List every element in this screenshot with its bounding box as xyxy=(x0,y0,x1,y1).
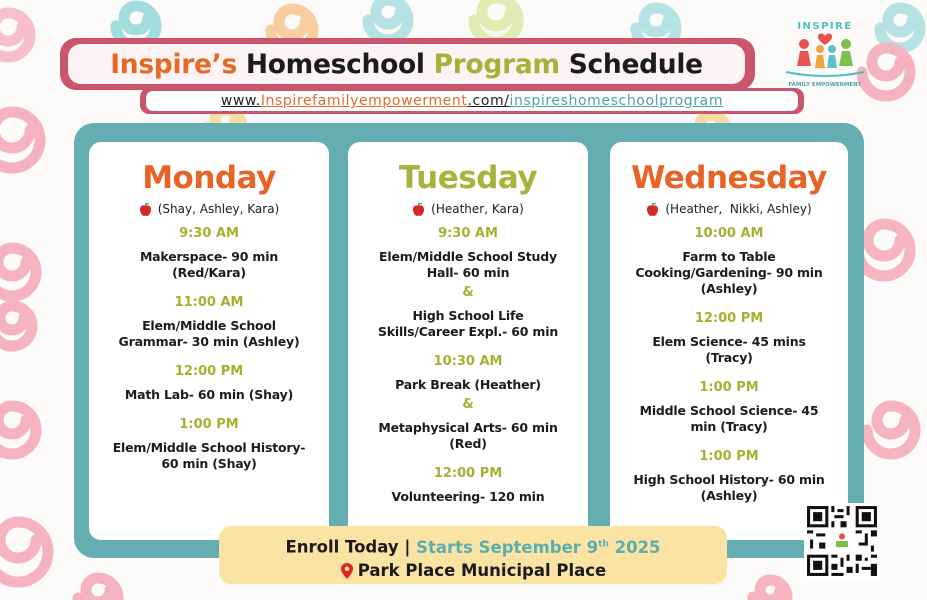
class-item: Middle School Science- 45 min (Tracy) xyxy=(639,403,819,434)
apple-icon xyxy=(412,202,425,217)
family-figures-icon xyxy=(786,34,864,76)
teacher-list xyxy=(610,200,848,218)
start-date-suffix: th xyxy=(598,539,609,549)
class-item: High School History- 60 min (Ashley) xyxy=(633,472,825,503)
swirl-decoration xyxy=(858,224,910,276)
class-item: Metaphysical Arts- 60 min (Red) xyxy=(378,420,558,451)
day-card-tuesday xyxy=(348,142,588,540)
start-date xyxy=(416,538,660,557)
logo-top-text: INSPIRE xyxy=(797,21,853,32)
logo-bottom-text: FAMILY EMPOWERMENT xyxy=(788,82,862,88)
day-heading: Wednesday xyxy=(631,160,827,196)
title-banner xyxy=(60,38,755,90)
swirl-decoration xyxy=(880,8,920,48)
time-slot: 1:00 PM xyxy=(179,417,239,432)
swirl-decoration xyxy=(867,406,915,454)
day-card-wednesday xyxy=(610,142,848,540)
time-slot: 9:30 AM xyxy=(179,226,239,241)
title-word-inspires: Inspire’s xyxy=(110,48,237,80)
day-heading: Monday xyxy=(142,160,276,196)
swirl-decoration xyxy=(0,13,30,57)
ampersand: & xyxy=(462,285,474,300)
url-domain: Inspirefamilyempowerment xyxy=(260,93,468,109)
start-date-year: 2025 xyxy=(614,537,661,557)
time-slot: 1:00 PM xyxy=(699,449,759,464)
inspire-logo xyxy=(780,18,870,90)
class-item: Elem/Middle School Grammar- 30 min (Ashley) xyxy=(118,318,300,349)
enroll-footer xyxy=(219,526,727,584)
time-slot: 1:00 PM xyxy=(699,380,759,395)
swirl-decoration xyxy=(0,522,48,582)
time-slot: 11:00 AM xyxy=(174,295,244,310)
class-item: High School Life Skills/Career Expl.- 60 min xyxy=(377,308,559,339)
title-word-homeschool: Homeschool xyxy=(245,48,425,80)
apple-icon xyxy=(646,202,659,217)
class-item: Farm to Table Cooking/Gardening- 90 min (Ashley) xyxy=(635,249,823,296)
title-word-schedule: Schedule xyxy=(568,48,703,80)
url-path: inspireshomeschoolprogram xyxy=(509,93,724,109)
enroll-text: Enroll Today | xyxy=(285,537,411,557)
teacher-names: (Heather, Kara) xyxy=(431,202,524,216)
class-item: Elem/Middle School History- 60 min (Shay) xyxy=(112,440,306,471)
class-item: Elem/Middle School Study Hall- 60 min xyxy=(379,249,557,280)
start-date-text: Starts September 9 xyxy=(416,537,599,557)
website-link[interactable] xyxy=(146,91,798,111)
teacher-list xyxy=(89,200,329,218)
location-line xyxy=(219,561,727,581)
title-word-program: Program xyxy=(433,48,560,80)
swirl-decoration xyxy=(0,248,36,296)
day-heading: Tuesday xyxy=(398,160,538,196)
class-item: Math Lab- 60 min (Shay) xyxy=(124,387,294,402)
swirl-decoration xyxy=(0,112,40,168)
teacher-list xyxy=(348,200,588,218)
time-slot: 12:00 PM xyxy=(174,364,244,379)
url-tld: .com/ xyxy=(467,93,510,109)
map-pin-icon xyxy=(340,562,354,580)
class-item: Elem Science- 45 mins (Tracy) xyxy=(652,334,806,365)
class-item: Park Break (Heather) xyxy=(395,377,541,392)
swirl-decoration xyxy=(368,0,408,40)
enroll-line xyxy=(219,534,727,558)
time-slot: 12:00 PM xyxy=(694,311,764,326)
apple-icon xyxy=(139,202,152,217)
qr-code-icon[interactable] xyxy=(804,503,880,579)
page-title xyxy=(68,44,745,84)
location-text: Park Place Municipal Place xyxy=(357,560,607,580)
day-card-monday xyxy=(89,142,329,540)
swirl-decoration xyxy=(753,580,787,600)
ampersand: & xyxy=(462,397,474,412)
swirl-decoration xyxy=(78,578,118,600)
class-item: Makerspace- 90 min (Red/Kara) xyxy=(139,249,279,280)
teacher-names: (Shay, Ashley, Kara) xyxy=(157,202,280,216)
url-banner xyxy=(140,88,804,114)
time-slot: 10:00 AM xyxy=(694,226,764,241)
time-slot: 12:00 PM xyxy=(433,466,503,481)
swirl-decoration xyxy=(0,306,32,346)
url-prefix: www. xyxy=(220,93,261,109)
time-slot: 9:30 AM xyxy=(438,226,498,241)
swirl-decoration xyxy=(474,0,518,42)
swirl-decoration xyxy=(0,406,36,454)
class-item: Volunteering- 120 min xyxy=(391,489,545,504)
teacher-names: (Heather, Nikki, Ashley) xyxy=(665,202,812,216)
time-slot: 10:30 AM xyxy=(433,354,503,369)
